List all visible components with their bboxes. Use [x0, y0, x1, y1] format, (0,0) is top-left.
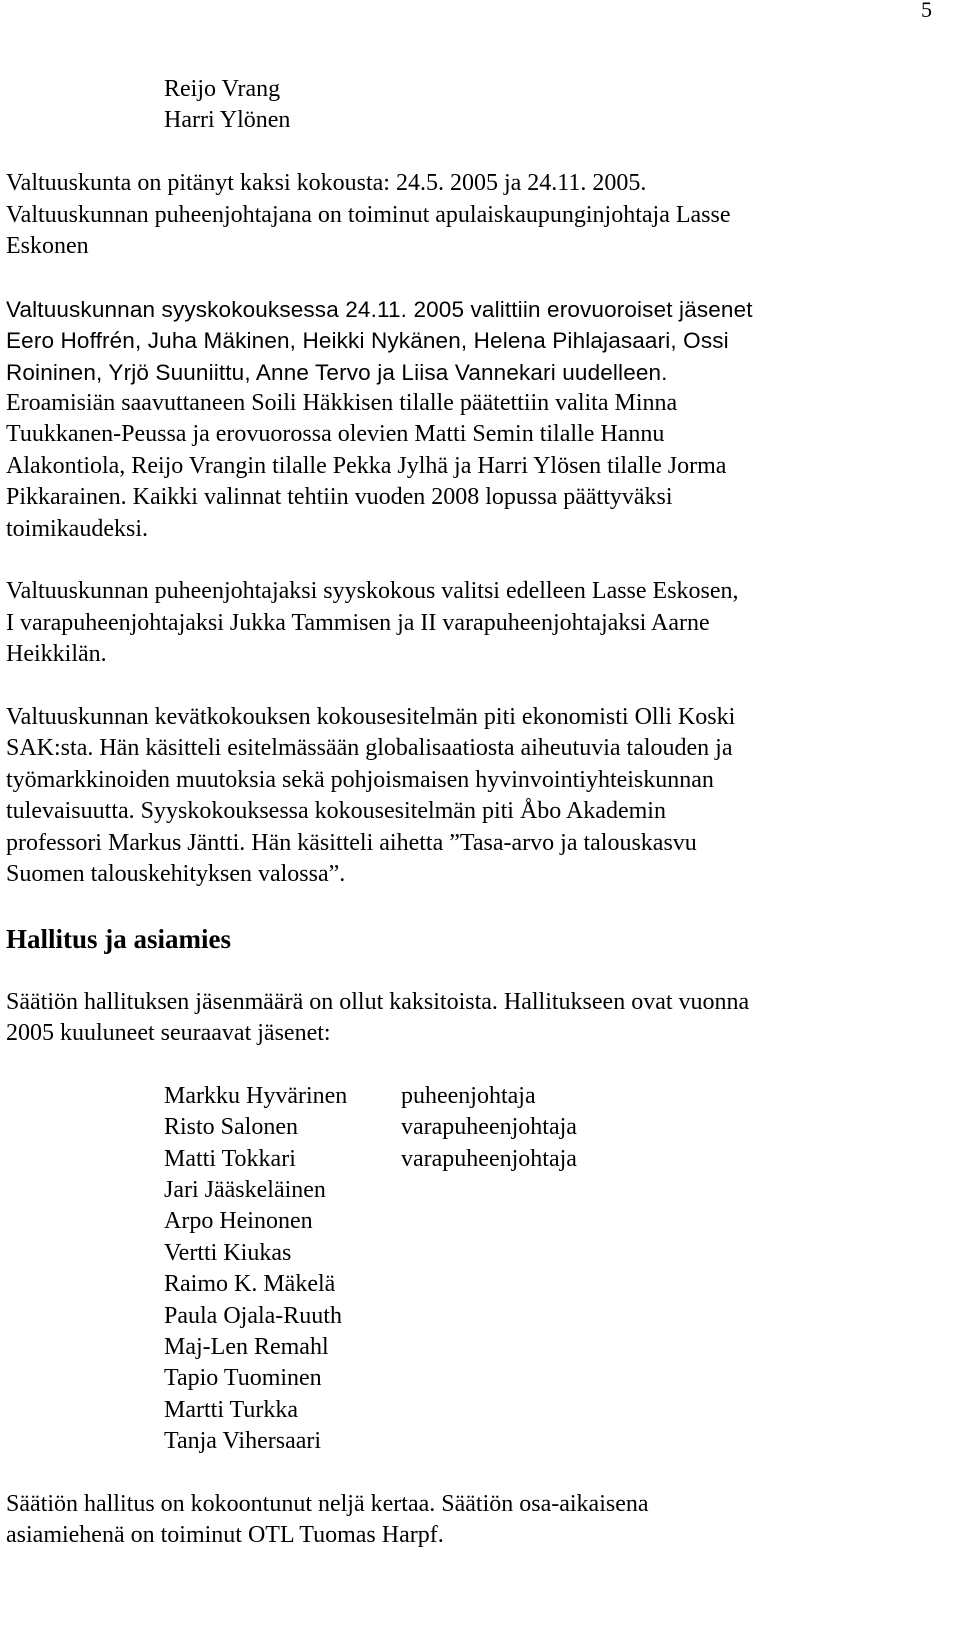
council-member-line: Harri Ylönen	[164, 107, 291, 134]
text-line: Eroamisiän saavuttaneen Soili Häkkisen tilalle päätettiin valita Minna	[6, 390, 678, 417]
board-member-name: Tapio Tuominen	[164, 1365, 322, 1392]
council-members-continued	[6, 74, 936, 137]
paragraph-spacer	[6, 891, 936, 922]
paragraph-spacer	[6, 262, 936, 293]
board-member-row	[164, 1426, 936, 1457]
paragraph-elections	[6, 294, 936, 545]
board-member-row	[164, 1238, 936, 1269]
paragraph-spacer	[6, 1458, 936, 1489]
text-line: asiamiehenä on toiminut OTL Tuomas Harpf.	[6, 1522, 444, 1549]
text-line: SAK:sta. Hän käsitteli esitelmässään globalisaatiosta aiheutuvia talouden ja	[6, 735, 733, 762]
board-member-role: varapuheenjohtaja	[401, 1145, 577, 1172]
board-member-row	[164, 1081, 936, 1112]
section-heading: Hallitus ja asiamies	[6, 923, 232, 954]
board-member-name: Risto Salonen	[164, 1114, 299, 1141]
text-line: tulevaisuutta. Syyskokouksessa kokousesitelmän piti Åbo Akademin	[6, 798, 666, 825]
paragraph-spacer	[6, 1050, 936, 1081]
board-member-name: Arpo Heinonen	[164, 1208, 313, 1235]
paragraph-final	[6, 1489, 936, 1552]
board-member-name: Martti Turkka	[164, 1396, 299, 1423]
text-line: Tuukkanen-Peussa ja erovuorossa olevien Matti Semin tilalle Hannu	[6, 421, 665, 448]
text-line: työmarkkinoiden muutoksia sekä pohjoismaisen hyvinvointiyhteiskunnan	[6, 766, 714, 793]
paragraph-spacer	[6, 955, 936, 986]
board-member-name: Jari Jääskeläinen	[164, 1177, 326, 1204]
page-number: 5	[921, 0, 932, 22]
text-line: Roininen, Yrjö Suuniittu, Anne Tervo ja Liisa Vannekari uudelleen.	[6, 359, 668, 385]
board-member-name: Markku Hyvärinen	[164, 1082, 348, 1109]
text-line: professori Markus Jäntti. Hän käsitteli aihetta ”Tasa-arvo ja talouskasvu	[6, 829, 697, 856]
paragraph-spacer	[6, 545, 936, 576]
text-line: Valtuuskunnan kevätkokouksen kokousesitelmän piti ekonomisti Olli Koski	[6, 704, 736, 731]
board-member-name: Maj-Len Remahl	[164, 1334, 329, 1361]
text-line: Alakontiola, Reijo Vrangin tilalle Pekka Jylhä ja Harri Ylösen tilalle Jorma	[6, 452, 727, 479]
board-member-name: Paula Ojala-Ruuth	[164, 1302, 342, 1329]
board-member-row	[164, 1269, 936, 1300]
board-member-row	[164, 1301, 936, 1332]
text-line: 2005 kuuluneet seuraavat jäsenet:	[6, 1020, 331, 1047]
board-member-name: Vertti Kiukas	[164, 1239, 292, 1266]
paragraph-spacer	[6, 671, 936, 702]
paragraph-spacer	[6, 137, 936, 168]
board-member-row	[164, 1175, 936, 1206]
text-line: Valtuuskunta on pitänyt kaksi kokousta: 24.5. 2005 ja 24.11. 2005.	[6, 170, 647, 197]
text-line: Eskonen	[6, 233, 89, 260]
board-member-row	[164, 1206, 936, 1237]
paragraph-chair	[6, 576, 936, 670]
board-member-row	[164, 1332, 936, 1363]
paragraph-speakers	[6, 702, 936, 890]
board-member-row	[164, 1144, 936, 1175]
text-line: I varapuheenjohtajaksi Jukka Tammisen ja II varapuheenjohtajaksi Aarne	[6, 609, 710, 636]
paragraph-meetings	[6, 168, 936, 262]
council-member-line: Reijo Vrang	[164, 76, 281, 102]
text-line: Valtuuskunnan syyskokouksessa 24.11. 2005 valittiin erovuoroiset jäsenet	[6, 296, 753, 322]
board-member-name: Raimo K. Mäkelä	[164, 1271, 336, 1298]
board-member-row	[164, 1395, 936, 1426]
text-line: Pikkarainen. Kaikki valinnat tehtiin vuoden 2008 lopussa päättyväksi	[6, 484, 673, 511]
text-line: Valtuuskunnan puheenjohtajana on toiminut apulaiskaupunginjohtaja Lasse	[6, 201, 731, 228]
text-line: Suomen talouskehityksen valossa”.	[6, 861, 346, 888]
text-line: Säätiön hallitus on kokoontunut neljä kertaa. Säätiön osa-aikaisena	[6, 1490, 649, 1517]
text-line: toimikaudeksi.	[6, 515, 148, 542]
board-member-name: Tanja Vihersaari	[164, 1428, 322, 1455]
board-member-role: puheenjohtaja	[401, 1082, 536, 1109]
board-member-row	[164, 1363, 936, 1394]
text-line: Säätiön hallituksen jäsenmäärä on ollut kaksitoista. Hallitukseen ovat vuonna	[6, 988, 750, 1015]
board-member-list	[6, 1081, 936, 1458]
text-line: Heikkilän.	[6, 641, 107, 668]
board-member-name: Matti Tokkari	[164, 1145, 296, 1172]
board-member-role: varapuheenjohtaja	[401, 1114, 577, 1141]
text-line: Eero Hoffrén, Juha Mäkinen, Heikki Nykänen, Helena Pihlajasaari, Ossi	[6, 328, 729, 354]
paragraph-board	[6, 987, 936, 1050]
board-member-row	[164, 1112, 936, 1143]
text-line: Valtuuskunnan puheenjohtajaksi syyskokous valitsi edelleen Lasse Eskosen,	[6, 578, 739, 605]
document-body	[6, 74, 936, 1552]
